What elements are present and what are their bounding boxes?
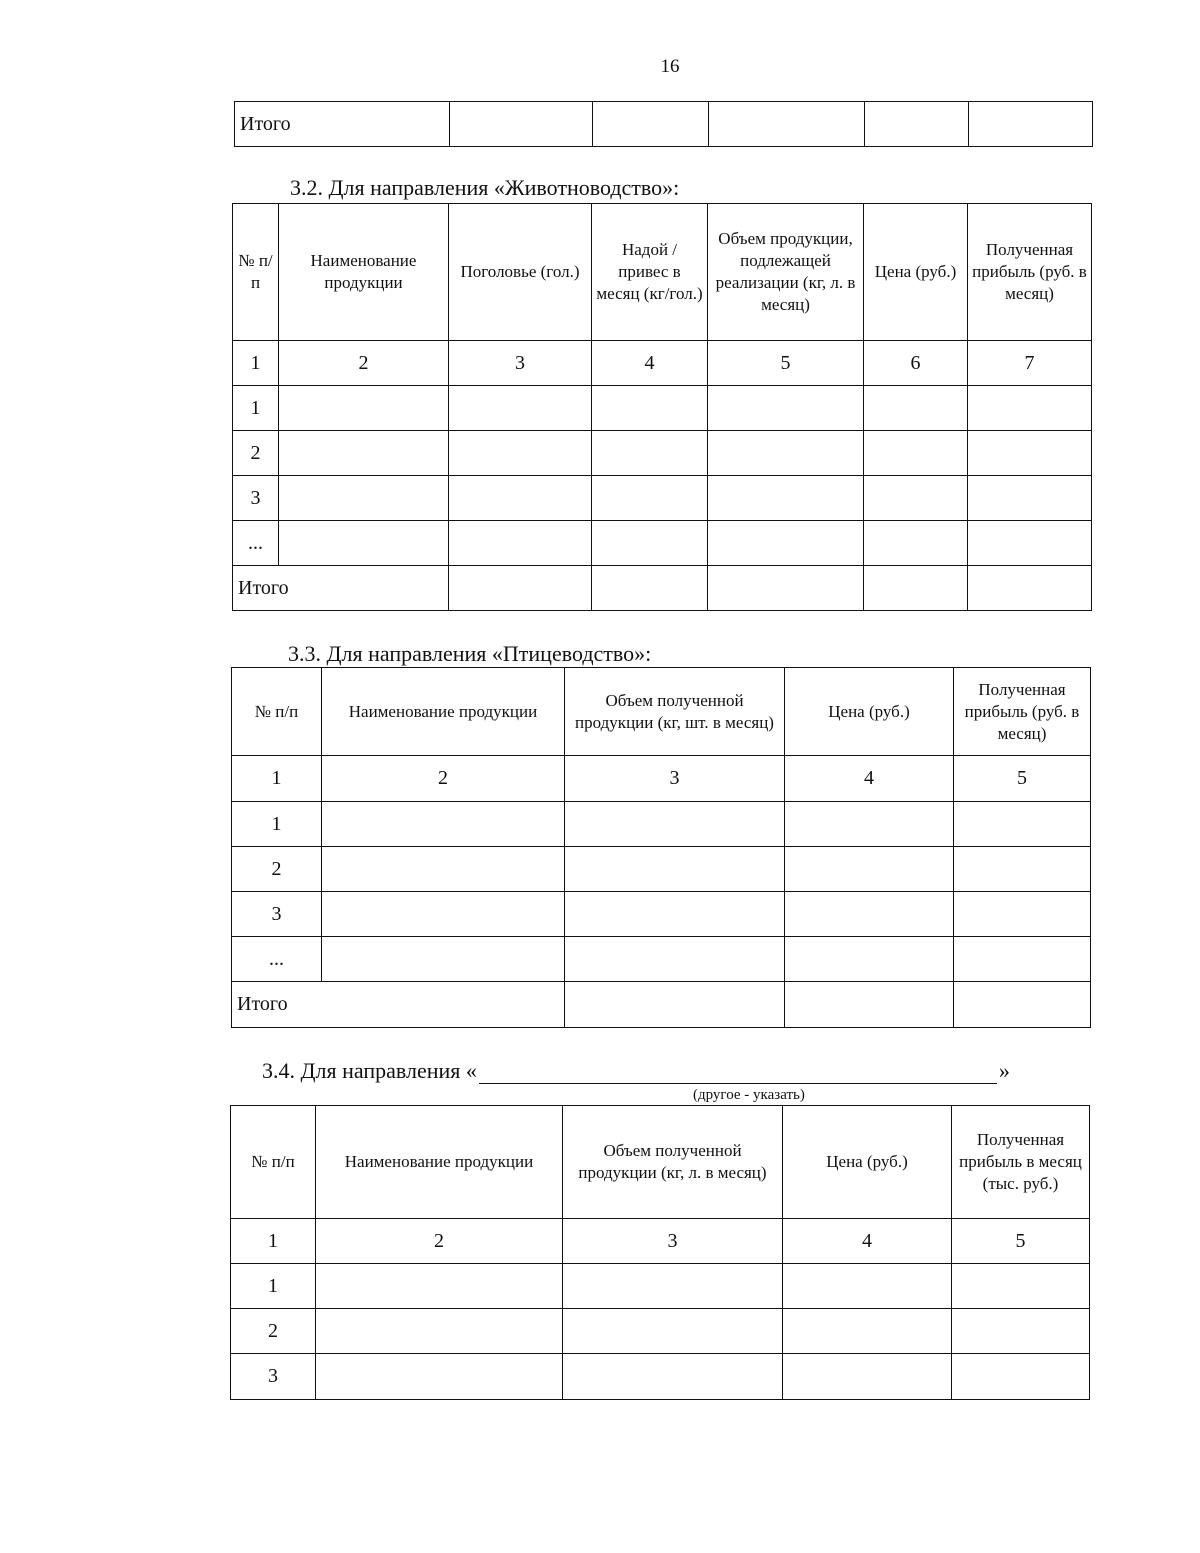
cell[interactable]: [954, 802, 1091, 847]
cell[interactable]: [864, 386, 968, 431]
livestock-table: [232, 203, 1092, 611]
header-cell: № п/п: [231, 1106, 316, 1219]
cell[interactable]: [969, 102, 1093, 147]
column-number: 4: [785, 756, 954, 802]
cell[interactable]: [954, 982, 1091, 1028]
cell[interactable]: [968, 566, 1092, 611]
page-number: 16: [660, 56, 680, 77]
header-cell: № п/п: [232, 668, 322, 756]
column-number: 6: [864, 341, 968, 386]
section-3-3-title: 3.3. Для направления «Птицеводство»:: [288, 641, 652, 666]
total-row: [233, 566, 1092, 611]
cell[interactable]: [952, 1309, 1090, 1354]
table-row: [231, 1354, 1090, 1400]
header-row: [233, 204, 1092, 341]
cell[interactable]: [449, 476, 592, 521]
section-3-4-title: [262, 1058, 1010, 1084]
column-number: 1: [233, 341, 279, 386]
cell[interactable]: [708, 476, 864, 521]
cell[interactable]: [709, 102, 865, 147]
row-number: ...: [232, 937, 322, 982]
column-number: 5: [954, 756, 1091, 802]
cell[interactable]: [592, 566, 708, 611]
cell[interactable]: [954, 847, 1091, 892]
table-row: [231, 1264, 1090, 1309]
cell[interactable]: [864, 476, 968, 521]
header-cell: Объем полученной продукции (кг, л. в месяц): [563, 1106, 783, 1219]
header-cell: Наименование продукции: [322, 668, 565, 756]
cell[interactable]: [563, 1309, 783, 1354]
cell[interactable]: [708, 386, 864, 431]
cell[interactable]: [449, 386, 592, 431]
cell[interactable]: [565, 937, 785, 982]
header-cell: Полученная прибыль (руб. в месяц): [968, 204, 1092, 341]
row-number: 2: [231, 1309, 316, 1354]
cell[interactable]: [449, 521, 592, 566]
header-cell: Надой / привес в месяц (кг/гол.): [592, 204, 708, 341]
table-row: [232, 892, 1091, 937]
total-label: Итого: [235, 102, 450, 147]
header-cell: Наименование продукции: [316, 1106, 563, 1219]
cell[interactable]: [565, 847, 785, 892]
table-row: [232, 937, 1091, 982]
cell[interactable]: [865, 102, 969, 147]
cell[interactable]: [952, 1354, 1090, 1400]
cell[interactable]: [968, 431, 1092, 476]
section-3-4-title-prefix: 3.4. Для направления «: [262, 1058, 477, 1083]
table-row: [232, 802, 1091, 847]
row-number: 1: [231, 1264, 316, 1309]
cell[interactable]: [785, 892, 954, 937]
column-number: 3: [449, 341, 592, 386]
cell[interactable]: [316, 1354, 563, 1400]
direction-blank-field[interactable]: [479, 1061, 997, 1084]
cell[interactable]: [968, 521, 1092, 566]
cell[interactable]: [316, 1264, 563, 1309]
column-number: 4: [783, 1219, 952, 1264]
section-3-4-title-suffix: »: [998, 1058, 1010, 1083]
column-number-row: [231, 1219, 1090, 1264]
cell[interactable]: [783, 1354, 952, 1400]
column-number: 3: [563, 1219, 783, 1264]
row-number: 2: [232, 847, 322, 892]
total-row: [235, 102, 1093, 147]
cell[interactable]: [592, 476, 708, 521]
table-row: [233, 521, 1092, 566]
cell[interactable]: [449, 431, 592, 476]
cell[interactable]: [783, 1309, 952, 1354]
header-cell: Объем полученной продукции (кг, шт. в месяц): [565, 668, 785, 756]
cell[interactable]: [279, 476, 449, 521]
row-number: 3: [231, 1354, 316, 1400]
header-cell: Цена (руб.): [783, 1106, 952, 1219]
cell[interactable]: [954, 892, 1091, 937]
cell[interactable]: [968, 386, 1092, 431]
row-number: 1: [232, 802, 322, 847]
column-number: 2: [279, 341, 449, 386]
column-number: 7: [968, 341, 1092, 386]
cell[interactable]: [968, 476, 1092, 521]
table-row: [233, 476, 1092, 521]
cell[interactable]: [708, 521, 864, 566]
cell[interactable]: [565, 982, 785, 1028]
section-3-1-total-table: [234, 101, 1093, 147]
column-number: 1: [231, 1219, 316, 1264]
table-row: [231, 1309, 1090, 1354]
table-row: [233, 386, 1092, 431]
cell[interactable]: [864, 431, 968, 476]
cell[interactable]: [785, 802, 954, 847]
cell[interactable]: [565, 802, 785, 847]
table-row: [232, 847, 1091, 892]
cell[interactable]: [565, 892, 785, 937]
cell[interactable]: [322, 937, 565, 982]
cell[interactable]: [864, 566, 968, 611]
cell[interactable]: [593, 102, 709, 147]
header-row: [232, 668, 1091, 756]
section-3-2-title: 3.2. Для направления «Животноводство»:: [290, 175, 680, 200]
cell[interactable]: [592, 521, 708, 566]
header-cell: № п/п: [233, 204, 279, 341]
column-number: 2: [322, 756, 565, 802]
header-cell: Полученная прибыль (руб. в месяц): [954, 668, 1091, 756]
cell[interactable]: [322, 892, 565, 937]
row-number: ...: [233, 521, 279, 566]
cell[interactable]: [563, 1264, 783, 1309]
cell[interactable]: [279, 431, 449, 476]
cell[interactable]: [954, 937, 1091, 982]
total-label: Итого: [233, 566, 449, 611]
header-cell: Поголовье (гол.): [449, 204, 592, 341]
header-row: [231, 1106, 1090, 1219]
column-number: 2: [316, 1219, 563, 1264]
cell[interactable]: [952, 1264, 1090, 1309]
column-number: 4: [592, 341, 708, 386]
other-specify-hint: (другое - указать): [693, 1087, 805, 1103]
cell[interactable]: [450, 102, 593, 147]
header-cell: Цена (руб.): [864, 204, 968, 341]
cell[interactable]: [785, 847, 954, 892]
cell[interactable]: [592, 386, 708, 431]
cell[interactable]: [322, 802, 565, 847]
header-cell: Объем продукции, подлежащей реализации (кг, л. в месяц): [708, 204, 864, 341]
row-number: 3: [232, 892, 322, 937]
cell[interactable]: [563, 1354, 783, 1400]
cell[interactable]: [708, 566, 864, 611]
column-number: 3: [565, 756, 785, 802]
cell[interactable]: [316, 1309, 563, 1354]
total-label: Итого: [232, 982, 565, 1028]
row-number: 1: [233, 386, 279, 431]
cell[interactable]: [592, 431, 708, 476]
cell[interactable]: [864, 521, 968, 566]
header-cell: Полученная прибыль в месяц (тыс. руб.): [952, 1106, 1090, 1219]
cell[interactable]: [279, 386, 449, 431]
cell[interactable]: [783, 1264, 952, 1309]
total-row: [232, 982, 1091, 1028]
column-number: 5: [952, 1219, 1090, 1264]
cell[interactable]: [708, 431, 864, 476]
header-cell: Цена (руб.): [785, 668, 954, 756]
row-number: 2: [233, 431, 279, 476]
cell[interactable]: [279, 521, 449, 566]
cell[interactable]: [322, 847, 565, 892]
header-cell: Наименование продукции: [279, 204, 449, 341]
row-number: 3: [233, 476, 279, 521]
column-number-row: [233, 341, 1092, 386]
cell[interactable]: [785, 937, 954, 982]
cell[interactable]: [449, 566, 592, 611]
other-direction-table: [230, 1105, 1090, 1400]
table-row: [233, 431, 1092, 476]
poultry-table: [231, 667, 1091, 1028]
column-number: 5: [708, 341, 864, 386]
column-number: 1: [232, 756, 322, 802]
column-number-row: [232, 756, 1091, 802]
cell[interactable]: [785, 982, 954, 1028]
